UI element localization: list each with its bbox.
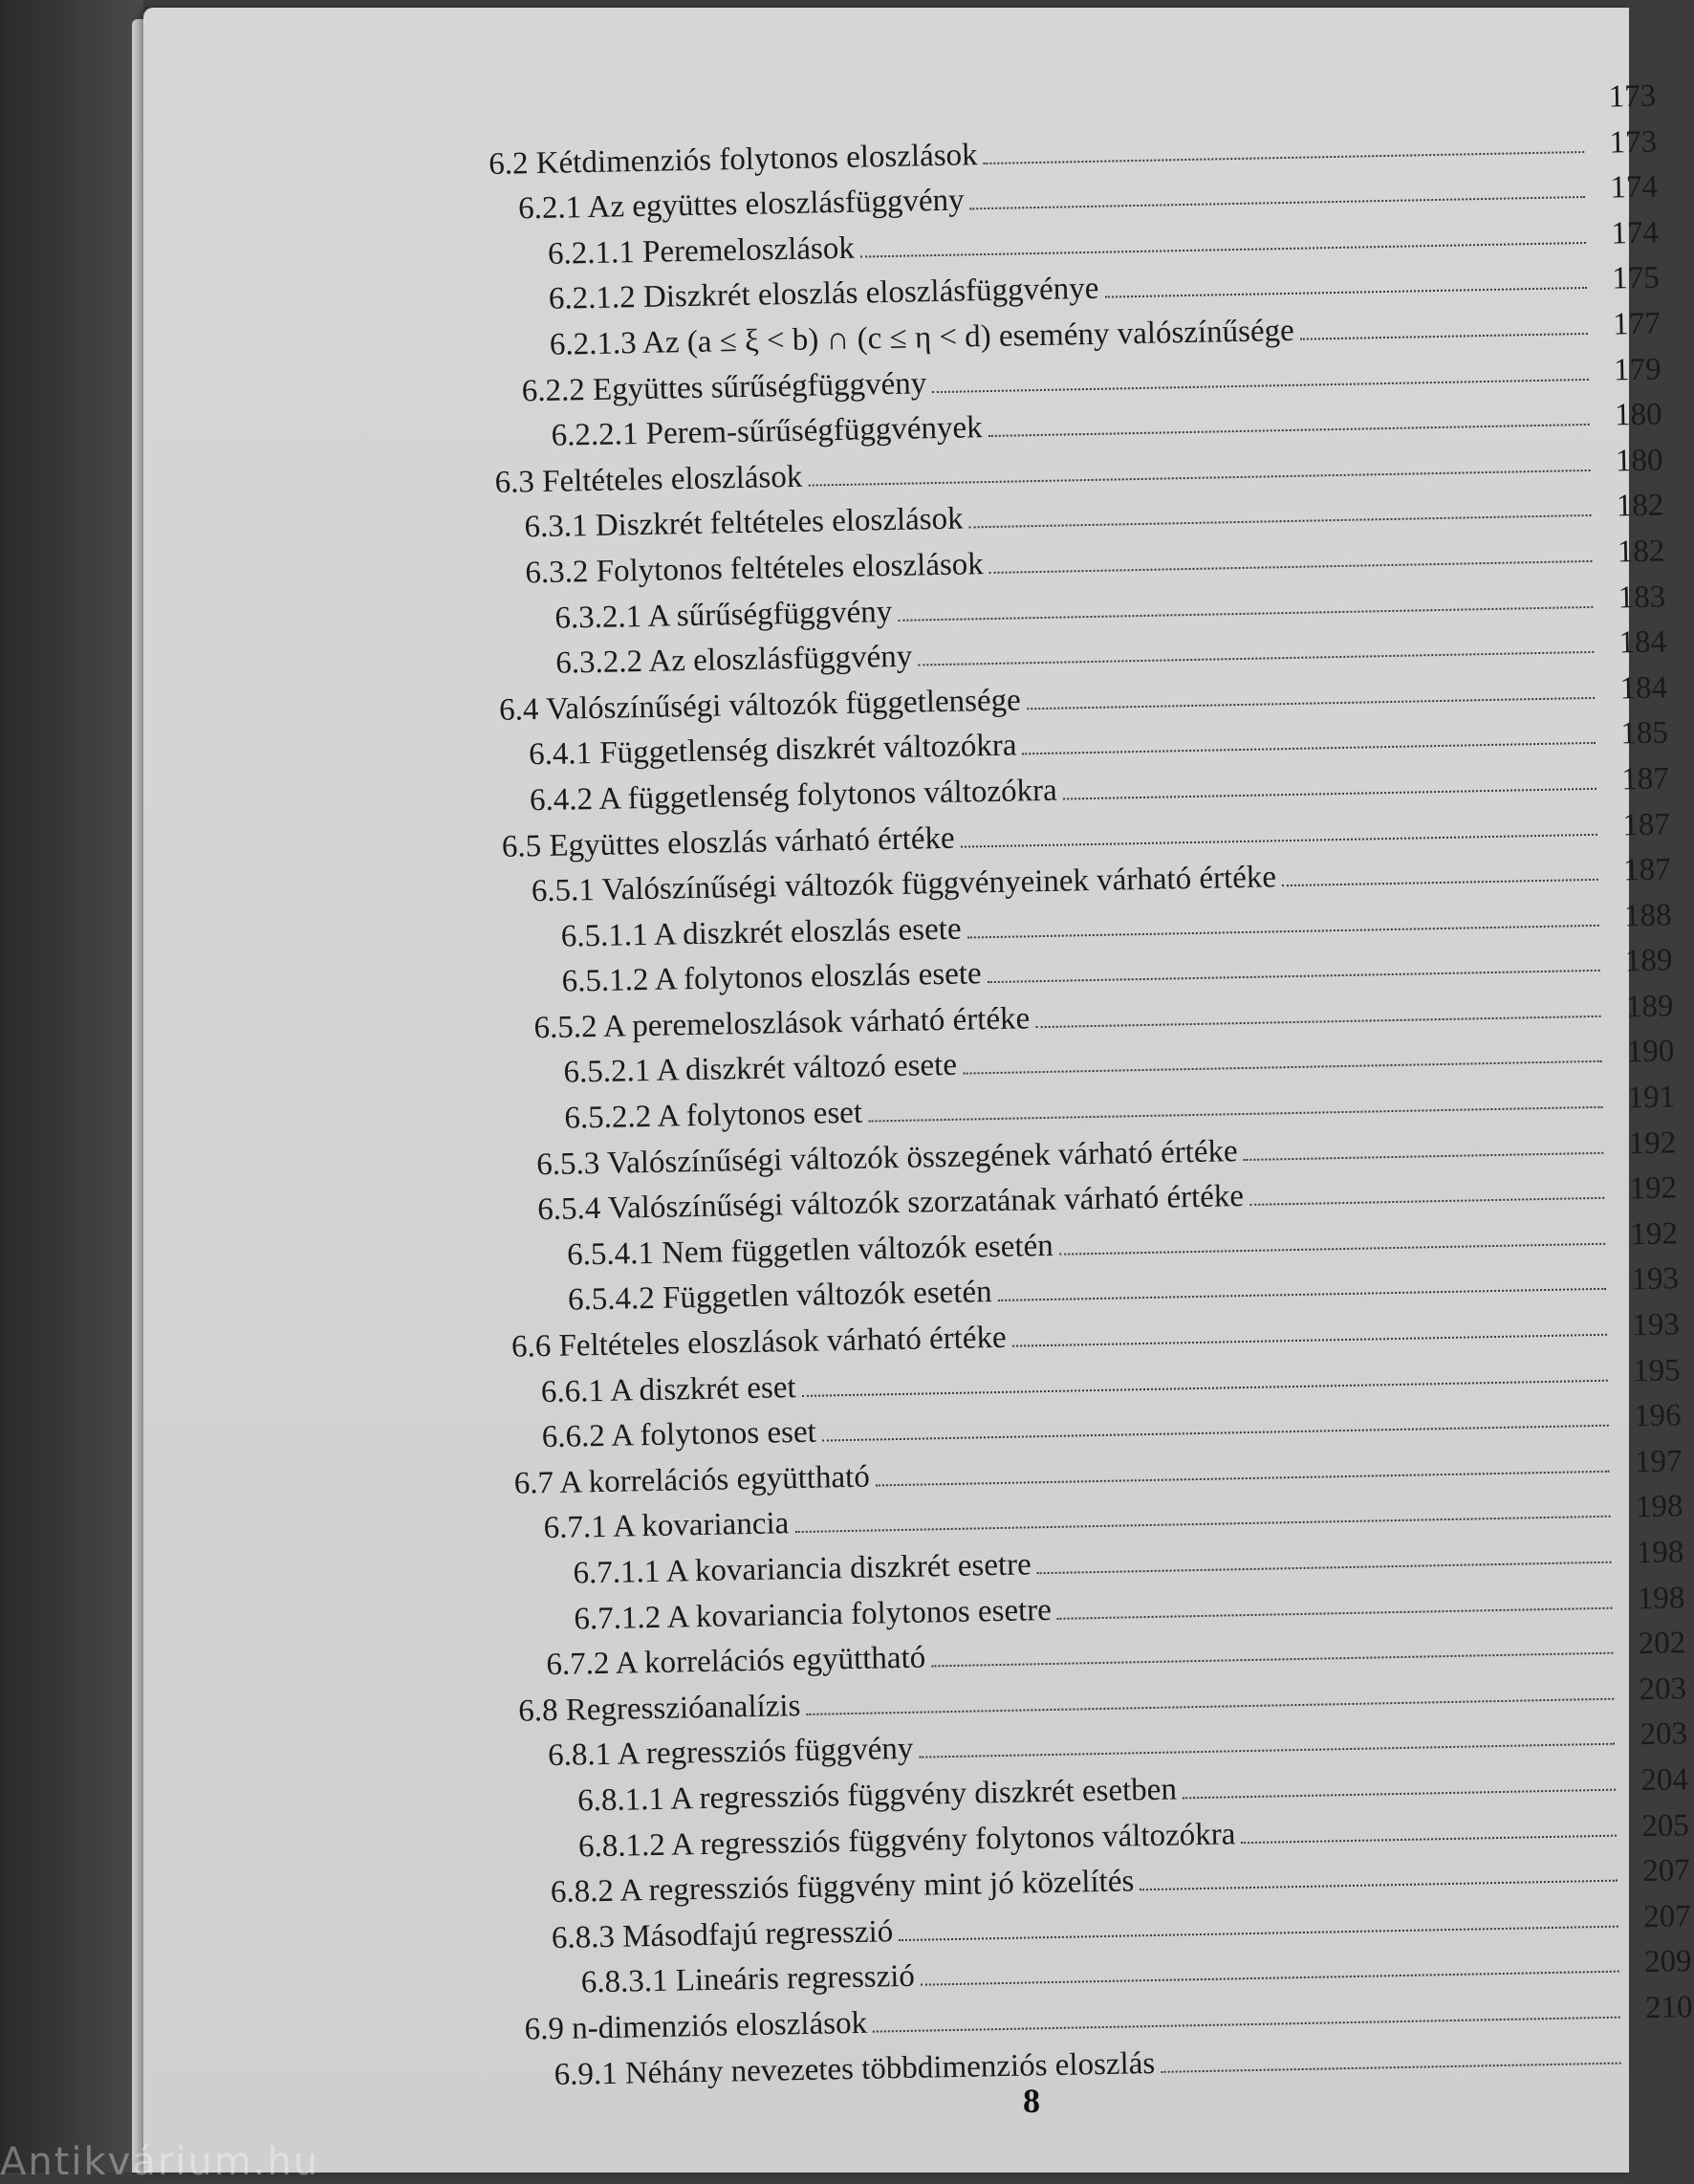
toc-leader-dots (802, 1379, 1608, 1396)
watermark: Antikvárium.hu (0, 2140, 320, 2184)
toc-entry-title: 6.3.2.1 A sűrűségfüggvény (554, 594, 893, 636)
toc-leader-dots (984, 151, 1585, 164)
toc-entry-page: 197 (1634, 1444, 1683, 1480)
toc-leader-dots (876, 1471, 1610, 1487)
toc-carryover-page: 173 (1608, 78, 1657, 115)
toc-entry-page: 189 (1625, 989, 1674, 1025)
toc-entry-page: 187 (1621, 806, 1671, 842)
toc-leader-dots (860, 242, 1586, 258)
toc-entry-title: 6.8.3.1 Lineáris regresszió (580, 1959, 916, 2000)
toc-entry-page: 210 (1644, 1990, 1693, 2026)
toc-entry-page: 205 (1641, 1807, 1690, 1844)
toc-entry-title: 6.6.2 A folytonos eset (541, 1414, 817, 1455)
toc-entry-page: 177 (1612, 306, 1661, 342)
toc-leader-dots (1059, 1243, 1605, 1256)
toc-leader-dots (1035, 1016, 1600, 1028)
toc-entry-title: 6.2.1.1 Peremeloszlások (547, 230, 856, 272)
toc-entry-title: 6.4.2 A függetlenség folytonos változókra (529, 773, 1058, 819)
toc-entry-page: 209 (1643, 1944, 1692, 1980)
toc-entry-title: 6.5.2.1 A diszkrét változó esete (563, 1048, 958, 1091)
toc-entry-title: 6.2.2 Együttes sűrűségfüggvény (521, 365, 927, 408)
toc-entry-title: 6.6 Feltételes eloszlások várható értéke (510, 1320, 1007, 1365)
toc-leader-dots (873, 2017, 1620, 2033)
toc-entry-page: 173 (1609, 124, 1658, 161)
toc-leader-dots (1105, 287, 1587, 298)
toc-entry-title: 6.3.2 Folytonos feltételes eloszlások (525, 547, 985, 591)
backdrop (0, 0, 143, 2173)
toc-leader-dots (931, 1652, 1613, 1668)
toc-leader-dots (988, 424, 1590, 437)
toc-entry-page: 180 (1615, 443, 1663, 479)
toc-leader-dots (807, 1697, 1615, 1714)
toc-leader-dots (932, 379, 1588, 393)
toc-entry-title: 6.3.1 Diszkrét feltételes eloszlások (524, 501, 964, 545)
toc-entry-page: 191 (1627, 1080, 1676, 1116)
toc-entry-page: 175 (1611, 260, 1661, 296)
toc-entry-title: 6.5.1.2 A folytonos eloszlás esete (561, 956, 982, 999)
toc-entry-page: 202 (1638, 1626, 1686, 1662)
toc-entry-title: 6.5.4 Valószínűségi változók szorzatának várható értéke (536, 1179, 1245, 1228)
toc-leader-dots (961, 833, 1597, 847)
toc-entry-title: 6.7.1.1 A kovariancia diszkrét esetre (573, 1547, 1032, 1591)
toc-leader-dots (1161, 2062, 1620, 2072)
toc-leader-dots (989, 560, 1593, 574)
toc-entry-page: 207 (1641, 1853, 1691, 1889)
toc-leader-dots (1037, 1562, 1612, 1575)
toc-leader-dots (920, 1743, 1616, 1758)
toc-entry-title: 6.9 n-dimenziós eloszlások (524, 2005, 868, 2047)
toc-entry-title: 6.7.1 A kovariancia (543, 1506, 790, 1546)
toc-entry-title: 6.4.1 Függetlenség diszkrét változókra (528, 728, 1017, 773)
toc-entry-page: 174 (1611, 215, 1660, 251)
toc-entry-page: 207 (1642, 1898, 1692, 1934)
toc-entry-title: 6.8.2 A regressziós függvény mint jó közelítés (550, 1864, 1135, 1911)
toc-leader-dots (1300, 333, 1588, 340)
toc-entry-page: 189 (1624, 943, 1673, 979)
toc-entry-title: 6.7.1.2 A kovariancia folytonos esetre (574, 1592, 1053, 1637)
toc-entry-title: 6.2.1.2 Diszkrét eloszlás eloszlásfüggvénye (548, 272, 1099, 317)
toc-leader-dots (1183, 1789, 1616, 1800)
toc-entry-page: 190 (1626, 1034, 1675, 1070)
toc-entry-page: 196 (1633, 1398, 1682, 1434)
toc-leader-dots (1241, 1834, 1617, 1844)
toc-entry-title: 6.9.1 Néhány nevezetes többdimenziós eloszlás (554, 2045, 1156, 2092)
toc-entry-page: 187 (1622, 852, 1671, 888)
table-of-contents (488, 79, 1694, 2104)
toc-entry-page: 203 (1639, 1671, 1687, 1707)
toc-entry-page: 182 (1617, 534, 1665, 570)
toc-entry-page: 184 (1618, 624, 1667, 661)
toc-entry-page: 182 (1616, 488, 1664, 524)
toc-entry-page: 187 (1620, 761, 1670, 797)
toc-entry-title: 6.5.4.1 Nem független változók esetén (566, 1228, 1054, 1273)
page-number: 8 (1023, 2082, 1040, 2120)
toc-entry-title: 6.2.1.3 Az (a ≤ ξ < b) ∩ (c ≤ η < d) esemény valószínűsége (549, 313, 1295, 362)
toc-entry-title: 6.8.1.1 A regressziós függvény diszkrét esetben (576, 1772, 1178, 1819)
toc-entry-title: 6.8 Regresszióanalízis (517, 1688, 801, 1729)
toc-entry-title: 6.3 Feltételes eloszlások (494, 459, 803, 500)
toc-entry-page: 180 (1614, 397, 1662, 433)
toc-entry-title: 6.5.3 Valószínűségi változók összegének várható értéke (536, 1133, 1238, 1182)
toc-entry-title: 6.5.2.2 A folytonos eset (564, 1095, 863, 1136)
toc-leader-dots (1140, 1880, 1618, 1891)
toc-entry-page: 192 (1628, 1125, 1677, 1161)
toc-entry-title: 6.7.2 A korrelációs együttható (546, 1640, 926, 1683)
toc-entry-title: 6.8.1 A regressziós függvény (547, 1732, 914, 1774)
toc-leader-dots (969, 514, 1592, 528)
toc-entry-page: 195 (1632, 1352, 1682, 1388)
toc-leader-dots (921, 1971, 1619, 1986)
toc-entry-title: 6.2.2.1 Perem-sűrűségfüggvények (551, 410, 983, 453)
toc-entry-title: 6.7 A korrelációs együttható (513, 1459, 871, 1501)
toc-entry-page: 193 (1631, 1307, 1681, 1343)
toc-leader-dots (1012, 1334, 1607, 1347)
toc-leader-dots (1244, 1151, 1604, 1160)
toc-entry-title: 6.5 Együttes eloszlás várható értéke (501, 820, 955, 864)
toc-leader-dots (794, 1516, 1610, 1533)
toc-leader-dots (898, 605, 1593, 621)
toc-entry-title: 6.5.1 Valószínűségi változók függvényeinek várható értéke (531, 860, 1277, 909)
toc-leader-dots (998, 1288, 1606, 1301)
toc-entry-title: 6.6.1 A diszkrét eset (540, 1369, 796, 1409)
toc-leader-dots (1023, 742, 1596, 755)
toc-leader-dots (899, 1925, 1618, 1940)
toc-leader-dots (1249, 1197, 1604, 1206)
toc-entry-title: 6.4 Valószínűségi változók függetlensége (498, 683, 1022, 728)
toc-leader-dots (967, 925, 1599, 939)
toc-entry-title: 6.2.1 Az együttes eloszlásfüggvény (517, 183, 965, 227)
toc-entry-title: 6.8.1.2 A regressziós függvény folytonos változókra (577, 1816, 1236, 1865)
toc-entry-title: 6.3.2.2 Az eloszlásfüggvény (554, 639, 913, 681)
toc-entry-page (1627, 2063, 1694, 2064)
toc-entry-page: 198 (1637, 1580, 1685, 1616)
toc-leader-dots (970, 196, 1585, 209)
toc-leader-dots (808, 470, 1590, 487)
toc-leader-dots (822, 1425, 1609, 1442)
toc-entry-page: 185 (1620, 715, 1669, 752)
toc-entry-page: 198 (1636, 1535, 1684, 1571)
toc-entry-page: 179 (1613, 352, 1661, 387)
toc-entry-title: 6.5.1.1 A diszkrét eloszlás esete (560, 911, 962, 954)
toc-entry-title: 6.8.3 Másodfajú regresszió (551, 1913, 894, 1955)
toc-leader-dots (1027, 697, 1595, 710)
toc-entry-page: 192 (1630, 1216, 1679, 1253)
toc-entry-title: 6.5.2 A peremeloszlások várható értéke (533, 1001, 1031, 1046)
toc-leader-dots (1057, 1606, 1612, 1619)
toc-entry-page: 198 (1635, 1489, 1683, 1525)
toc-leader-dots (1282, 879, 1598, 886)
toc-leader-dots (918, 651, 1594, 666)
toc-entry-page: 203 (1640, 1716, 1688, 1753)
toc-entry-page: 174 (1610, 169, 1659, 206)
toc-entry-title: 6.5.4.2 Független változók esetén (567, 1275, 992, 1319)
toc-entry-page: 193 (1631, 1261, 1680, 1298)
book-page (143, 8, 1693, 2173)
toc-entry-title: 6.2 Kétdimenziós folytonos eloszlások (488, 137, 978, 182)
toc-leader-dots (868, 1106, 1602, 1123)
toc-leader-dots (988, 970, 1600, 983)
toc-entry-page: 183 (1618, 579, 1666, 615)
toc-entry-page: 204 (1640, 1762, 1689, 1799)
toc-entry-page: 184 (1619, 670, 1668, 707)
toc-leader-dots (1063, 788, 1596, 800)
toc-leader-dots (963, 1060, 1601, 1075)
toc-entry-page: 192 (1629, 1170, 1678, 1207)
toc-entry-page: 188 (1623, 898, 1672, 934)
